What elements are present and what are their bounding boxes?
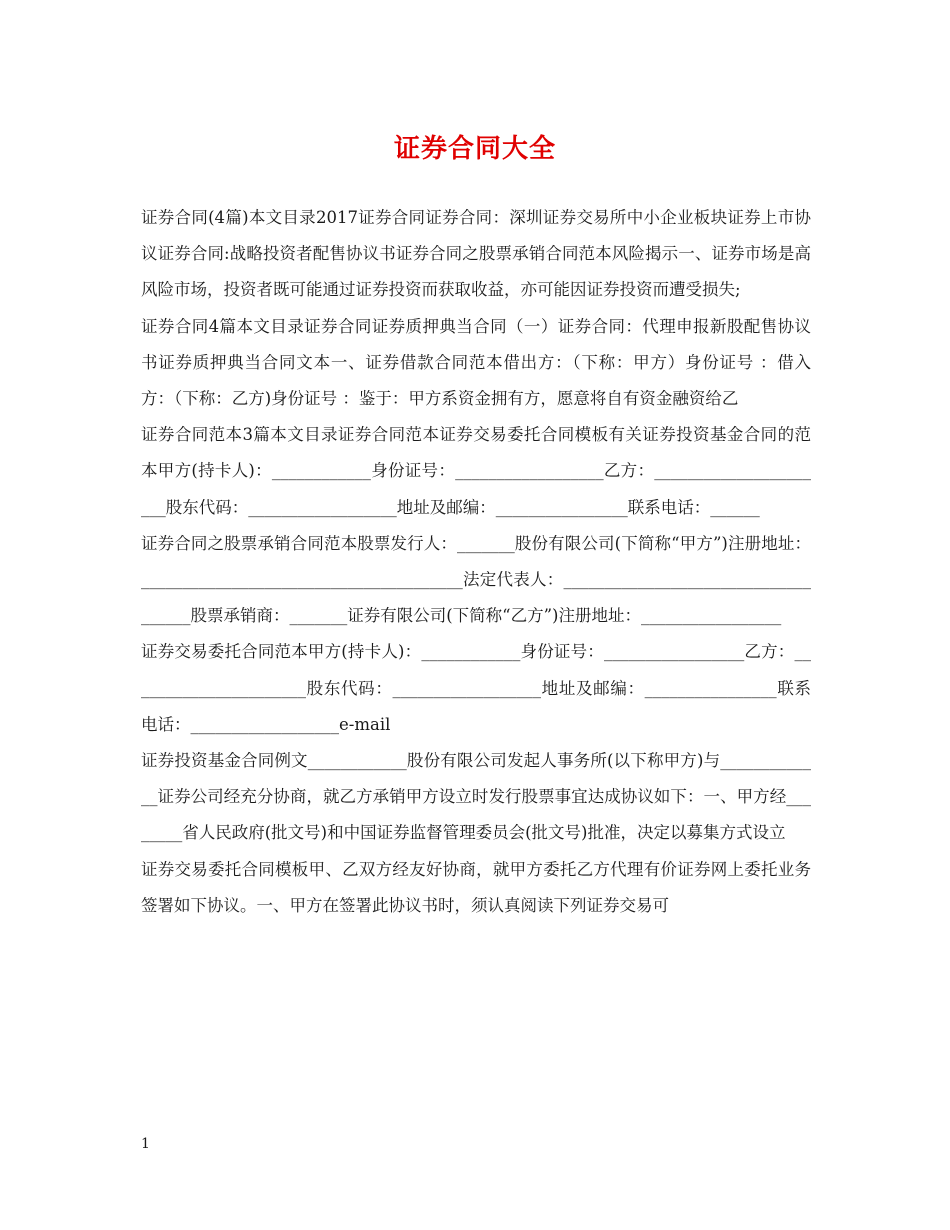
paragraph-7: 证券交易委托合同模板甲、乙双方经友好协商，就甲方委托乙方代理有价证券网上委托业务签署如下协议。一、甲方在签署此协议书时，须认真阅读下列证券交易可: [141, 859, 811, 915]
document-body: [141, 200, 811, 924]
document-title: 证券合同大全: [393, 134, 556, 164]
page-number: 1: [141, 1136, 150, 1152]
paragraph-6: 证券投资基金合同例文____________股份有限公司发起人事务所(以下称甲方)与_____________证券公司经充分协商，就乙方承销甲方设立时发行股票事宜达成协议如下：一、甲方经________省人民政府(批文号)和中国证券监督管理委员会(批文号)批准，决定以募集方式设立: [141, 751, 811, 843]
paragraph-5: 证券交易委托合同范本甲方(持卡人)：____________身份证号：_________________乙方：______________________股东代码：__________________地址及邮编：________________联系电话：__________________e-mail: [141, 642, 811, 734]
paragraph-2: 证券合同4篇本文目录证券合同证券质押典当合同（一）证券合同：代理申报新股配售协议书证券质押典当合同文本一、证券借款合同范本借出方：（下称：甲方）身份证号 ：借入方：（下称：乙方)身份证号 ：鉴于：甲方系资金拥有方，愿意将自有资金融资给乙: [141, 316, 811, 409]
paragraph-1: 证券合同(4篇)本文目录2017证券合同证券合同：深圳证券交易所中小企业板块证券上市协议证券合同:战略投资者配售协议书证券合同之股票承销合同范本风险揭示一、证券市场是高风险市场，投资者既可能通过证券投资而获取收益，亦可能因证券投资而遭受损失;: [141, 208, 811, 300]
paragraph-3: 证券合同范本3篇本文目录证券合同范本证券交易委托合同模板有关证券投资基金合同的范本甲方(持卡人)：____________身份证号：__________________乙方：______________________股东代码：__________________地址及邮编：________________联系电话：______: [141, 425, 811, 517]
paragraph-4: 证券合同之股票承销合同范本股票发行人：_______股份有限公司(下简称“甲方”)注册地址：_______________________________________法定代表人：____________________________________股票承销商：_______证券有限公司(下简称“乙方”)注册地址：_________________: [141, 533, 811, 626]
